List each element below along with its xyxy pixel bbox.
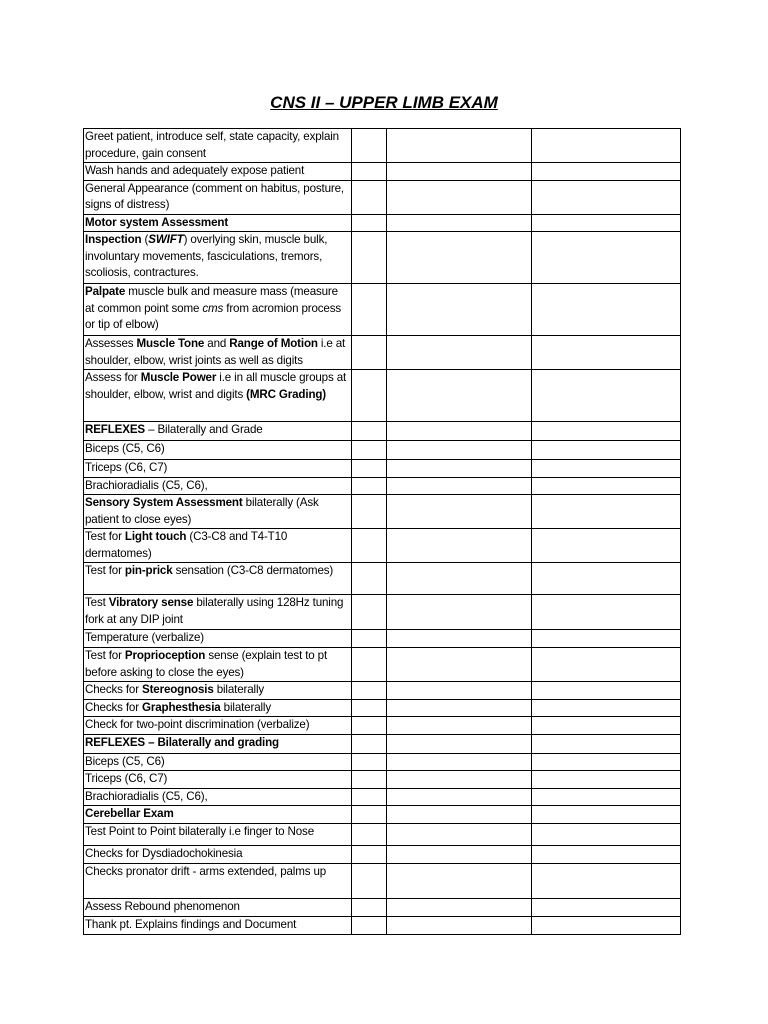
checklist-row [84,846,681,864]
comment-cell [532,771,681,789]
checklist-row [84,916,681,934]
label-segment: i.e in all muscle groups at shoulder, elbow, wrist and digits [85,371,347,401]
score-cell [352,180,387,214]
mark-cell [387,846,532,864]
label-segment: REFLEXES – Bilaterally and grading [85,735,279,749]
label-segment: (MRC Grading) [246,387,327,401]
label-segment: muscle bulk and measure mass (measure at common point some [85,285,338,315]
label-segment: Wash hands and adequately expose patient [85,164,305,177]
checklist-row [84,788,681,806]
checklist-item-label [84,753,352,771]
checklist-item-label [84,214,352,232]
comment-cell [532,806,681,824]
checklist-item-label [84,846,352,864]
comment-cell [532,734,681,753]
score-cell [352,595,387,630]
score-cell [352,477,387,495]
checklist-item-label [84,441,352,460]
page-title: CNS II – UPPER LIMB EXAM [270,93,498,112]
mark-cell [387,232,532,284]
score-cell [352,495,387,529]
mark-cell [387,129,532,163]
label-segment: Muscle Tone [136,337,205,350]
mark-cell [387,460,532,478]
score-cell [352,717,387,735]
mark-cell [387,899,532,917]
comment-cell [532,232,681,284]
checklist-row [84,595,681,630]
checklist-item-label [84,529,352,563]
comment-cell [532,129,681,163]
label-segment: Test for [85,530,125,543]
checklist-row [84,529,681,563]
score-cell [352,370,387,422]
score-cell [352,630,387,648]
label-segment: pin-prick [124,564,173,577]
label-segment: Graphesthesia [141,700,221,714]
checklist-item-label [84,717,352,735]
label-segment: bilaterally using 128Hz tuning fork at any DIP joint [85,596,344,626]
mark-cell [387,864,532,899]
comment-cell [532,180,681,214]
label-segment: Biceps (C5, C6) [85,442,165,455]
comment-cell [532,422,681,441]
score-cell [352,163,387,181]
checklist-item-label [84,806,352,824]
checklist-item-label [84,899,352,917]
checklist-row [84,163,681,181]
label-segment: Palpate [85,285,126,298]
comment-cell [532,284,681,336]
label-segment: Thank pt. Explains findings and Document [85,917,297,931]
comment-cell [532,477,681,495]
checklist-row [84,648,681,682]
score-cell [352,129,387,163]
mark-cell [387,734,532,753]
label-segment: Check for two-point discrimination (verbalize) [85,718,310,731]
label-segment: bilaterally [213,683,265,696]
checklist-item-label [84,648,352,682]
score-cell [352,529,387,563]
label-segment: Test for [85,564,125,577]
checklist-item-label [84,788,352,806]
label-segment: Muscle Power [140,371,217,384]
mark-cell [387,717,532,735]
label-segment: Assess Rebound phenomenon [85,900,240,913]
checklist-row [84,806,681,824]
checklist-item-label [84,864,352,899]
label-segment: Checks for Dysdiadochokinesia [85,847,243,860]
comment-cell [532,595,681,630]
label-segment: SWIFT [148,233,184,246]
mark-cell [387,495,532,529]
score-cell [352,682,387,700]
checklist-item-label [84,129,352,163]
checklist-row [84,899,681,917]
comment-cell [532,788,681,806]
mark-cell [387,163,532,181]
score-cell [352,422,387,441]
label-segment: (C3-C8 and T4-T10 dermatomes) [85,530,288,560]
label-segment: Triceps (C6, C7) [85,461,168,474]
label-segment: General Appearance (comment on habitus, posture, signs of distress) [85,181,344,211]
label-segment: sensation (C3-C8 dermatomes) [172,564,334,577]
mark-cell [387,648,532,682]
comment-cell [532,460,681,478]
comment-cell [532,864,681,899]
score-cell [352,563,387,595]
comment-cell [532,717,681,735]
score-cell [352,753,387,771]
label-segment: bilaterally (Ask patient to close eyes) [85,496,319,526]
comment-cell [532,846,681,864]
comment-cell [532,916,681,934]
comment-cell [532,648,681,682]
comment-cell [532,753,681,771]
checklist-item-label [84,477,352,495]
checklist-row [84,717,681,735]
checklist-row [84,336,681,370]
score-cell [352,214,387,232]
checklist-row [84,180,681,214]
comment-cell [532,336,681,370]
checklist-item-label [84,370,352,422]
label-segment: Sensory System Assessment [85,496,243,509]
score-cell [352,284,387,336]
label-segment: Range of Motion [229,337,318,350]
mark-cell [387,422,532,441]
label-segment: Test Point to Point bilaterally i.e finger to Nose [85,825,315,838]
checklist-row [84,864,681,899]
checklist-row [84,771,681,789]
mark-cell [387,477,532,495]
checklist-item-label [84,916,352,934]
checklist-row [84,495,681,529]
mark-cell [387,180,532,214]
label-segment: and [204,337,230,350]
label-segment: Vibratory sense [108,596,194,609]
mark-cell [387,682,532,700]
mark-cell [387,753,532,771]
label-segment: i.e at shoulder, elbow, wrist joints as well as digits [85,337,346,367]
comment-cell [532,899,681,917]
mark-cell [387,699,532,717]
score-cell [352,336,387,370]
score-cell [352,648,387,682]
checklist-row [84,734,681,753]
mark-cell [387,441,532,460]
label-segment: Triceps (C6, C7) [85,772,168,785]
score-cell [352,699,387,717]
checklist-item-label [84,595,352,630]
checklist-row [84,232,681,284]
label-segment: Biceps (C5, C6) [85,754,165,768]
label-segment: Proprioception [124,649,206,662]
checklist-item-label [84,284,352,336]
label-segment: Motor system Assessment [85,215,229,229]
comment-cell [532,630,681,648]
label-segment: Checks for [85,683,142,696]
label-segment: Assesses [85,337,137,350]
checklist-item-label [84,180,352,214]
label-segment: ) overlying skin, muscle bulk, involuntary movements, fasciculations, tremors, scoliosis, contractures. [85,233,328,279]
checklist-item-label [84,734,352,753]
comment-cell [532,495,681,529]
comment-cell [532,529,681,563]
comment-cell [532,824,681,846]
exam-checklist-table [83,128,681,935]
label-segment: Temperature (verbalize) [85,631,204,644]
label-segment: Light touch [124,530,187,543]
comment-cell [532,699,681,717]
label-segment: ( [141,233,149,246]
label-segment: bilaterally [220,700,271,714]
score-cell [352,734,387,753]
score-cell [352,864,387,899]
label-segment: cms [202,301,224,315]
mark-cell [387,788,532,806]
score-cell [352,441,387,460]
mark-cell [387,916,532,934]
mark-cell [387,529,532,563]
checklist-row [84,699,681,717]
label-segment: from acromion process or tip of elbow) [85,301,342,331]
checklist-row [84,370,681,422]
label-segment: Checks for [85,700,142,714]
score-cell [352,824,387,846]
mark-cell [387,824,532,846]
checklist-row [84,284,681,336]
checklist-row [84,441,681,460]
checklist-item-label [84,336,352,370]
score-cell [352,788,387,806]
checklist-row [84,753,681,771]
mark-cell [387,771,532,789]
mark-cell [387,370,532,422]
label-segment: Test for [85,649,125,662]
label-segment: Inspection [85,233,142,246]
checklist-row [84,824,681,846]
checklist-row [84,477,681,495]
label-segment: – Bilaterally and Grade [145,423,263,436]
mark-cell [387,806,532,824]
checklist-item-label [84,682,352,700]
score-cell [352,771,387,789]
comment-cell [532,214,681,232]
mark-cell [387,595,532,630]
label-segment: Checks pronator drift - arms extended, palms up [85,865,327,878]
checklist-item-label [84,630,352,648]
label-segment: Assess for [85,371,141,384]
label-segment: Cerebellar Exam [85,807,174,820]
score-cell [352,846,387,864]
checklist-row [84,682,681,700]
checklist-row [84,630,681,648]
checklist-item-label [84,824,352,846]
score-cell [352,460,387,478]
comment-cell [532,682,681,700]
checklist-item-label [84,563,352,595]
label-segment: Stereognosis [141,683,214,696]
score-cell [352,232,387,284]
label-segment: Brachioradialis (C5, C6), [85,789,208,803]
checklist-item-label [84,771,352,789]
score-cell [352,806,387,824]
comment-cell [532,563,681,595]
checklist-item-label [84,422,352,441]
label-segment: Greet patient, introduce self, state capacity, explain procedure, gain consent [85,130,339,160]
checklist-item-label [84,699,352,717]
score-cell [352,899,387,917]
mark-cell [387,336,532,370]
score-cell [352,916,387,934]
checklist-row [84,422,681,441]
checklist-item-label [84,232,352,284]
checklist-item-label [84,495,352,529]
comment-cell [532,370,681,422]
checklist-row [84,460,681,478]
label-segment: REFLEXES [85,423,146,436]
mark-cell [387,214,532,232]
checklist-row [84,129,681,163]
mark-cell [387,630,532,648]
mark-cell [387,563,532,595]
comment-cell [532,163,681,181]
label-segment: Test [85,596,109,609]
label-segment: Brachioradialis (C5, C6), [85,478,208,492]
mark-cell [387,284,532,336]
checklist-item-label [84,460,352,478]
checklist-row [84,563,681,595]
checklist-row [84,214,681,232]
checklist-item-label [84,163,352,181]
comment-cell [532,441,681,460]
label-segment: sense (explain test to pt before asking to close the eyes) [85,649,328,679]
